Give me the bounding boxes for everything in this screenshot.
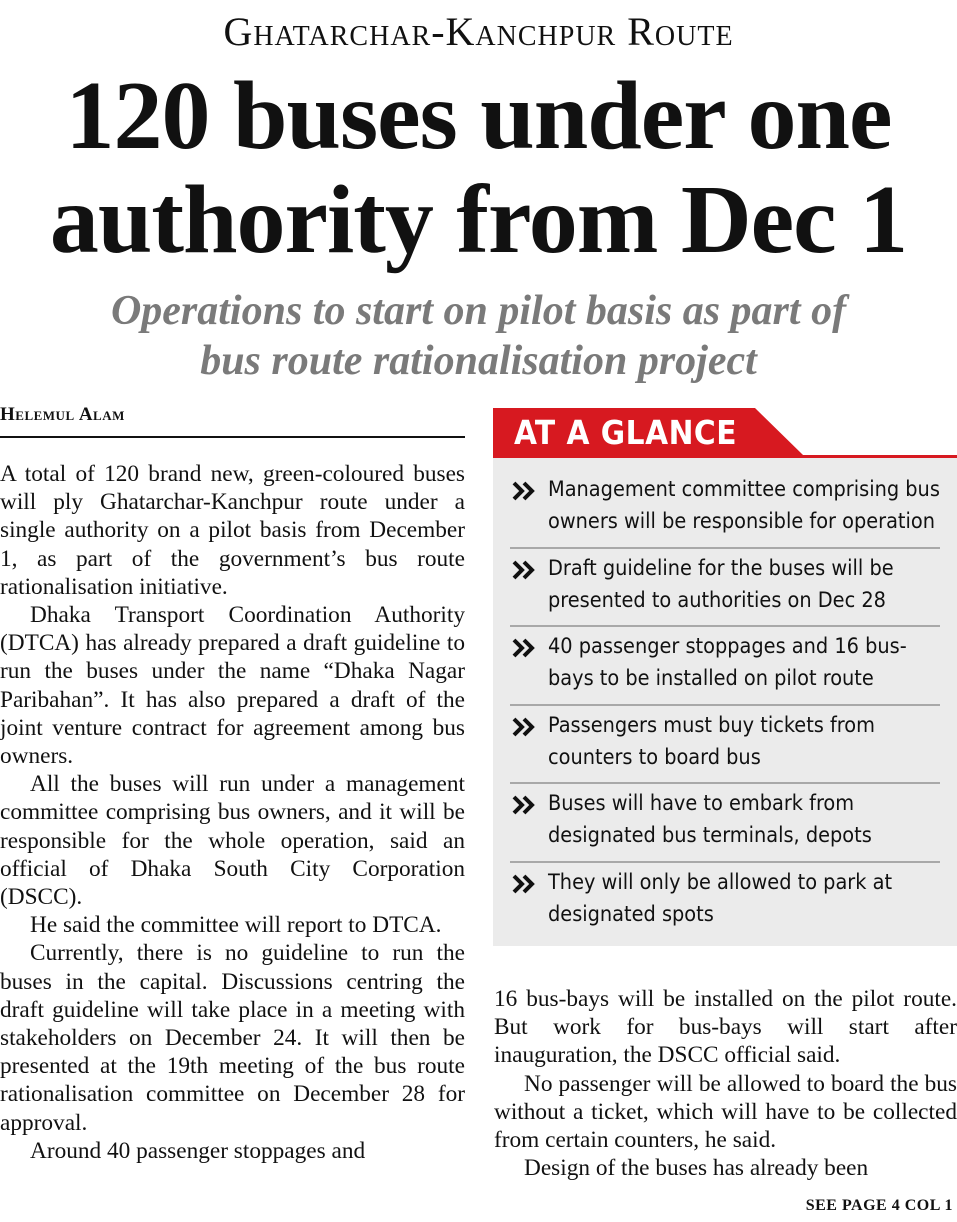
continuation-reference: SEE PAGE 4 COL 1	[805, 1197, 953, 1214]
body-paragraph: No passenger will be allowed to board the bus without a ticket, which will have to be collected from certain counters, he said.	[494, 1070, 957, 1154]
headline-line-2: authority from Dec 1	[49, 166, 908, 274]
glance-item	[510, 627, 940, 706]
byline-rule	[0, 436, 465, 438]
body-column-left	[0, 460, 465, 1165]
glance-item-text: Management committee comprising bus owners will be responsible for operation	[548, 477, 940, 534]
body-paragraph: Dhaka Transport Coordination Authority (DTCA) has already prepared a draft guideline to run the buses under the name “Dhaka Nagar Paribahan”. It has also prepared a draft of the joint venture contract for agreement among bus owners.	[0, 602, 465, 770]
glance-item	[510, 549, 940, 628]
double-chevron-right-icon	[512, 638, 538, 658]
body-paragraph: 16 bus-bays will be installed on the pilot route. But work for bus-bays will start after inauguration, the DSCC official said.	[494, 986, 957, 1069]
headline-line-1: 120 buses under one	[65, 62, 892, 170]
double-chevron-right-icon	[512, 795, 538, 815]
body-paragraph: Design of the buses has already been	[524, 1155, 869, 1182]
at-a-glance-list	[510, 470, 940, 942]
body-paragraph: A total of 120 brand new, green-coloured buses will ply Ghatarchar-Kanchpur route under a single authority on a pilot basis from December 1, as part of the government’s bus route rationalisation initiative.	[0, 461, 465, 600]
body-paragraph: All the buses will run under a management committee comprising bus owners, and it will be responsible for the whole operation, said an official of Dhaka South City Corporation (DSCC).	[0, 771, 465, 911]
kicker: Ghatarchar-Kanchpur Route	[223, 9, 734, 54]
glance-item-text: Passengers must buy tickets from counters to board bus	[548, 712, 875, 770]
glance-item	[510, 863, 940, 942]
glance-item-text: Buses will have to embark from designated bus terminals, depots	[548, 791, 872, 849]
glance-item-text: Draft guideline for the buses will be presented to authorities on Dec 28	[548, 555, 894, 613]
deck	[40, 286, 917, 386]
glance-item-text: 40 passenger stoppages and 16 bus-bays to be installed on pilot route	[548, 634, 907, 692]
body-paragraph: He said the committee will report to DTCA.	[30, 912, 442, 939]
glance-item	[510, 784, 940, 863]
glance-item	[510, 706, 940, 785]
glance-item	[510, 470, 940, 549]
headline	[0, 64, 957, 272]
at-a-glance-rule	[493, 455, 957, 458]
glance-item-text: They will only be allowed to park at designated spots	[548, 869, 893, 927]
body-paragraph: Currently, there is no guideline to run the buses in the capital. Discussions centring the draft guideline will take place in a meeting with stakeholders on December 24. It will then be presented at the 19th meeting of the bus route rationalisation committee on December 28 for approval.	[0, 940, 465, 1136]
deck-line-2: bus route rationalisation project	[200, 338, 757, 384]
at-a-glance-title: AT A GLANCE	[514, 413, 737, 452]
double-chevron-right-icon	[512, 481, 538, 501]
deck-line-1: Operations to start on pilot basis as part of	[110, 288, 847, 334]
byline: Helemul Alam	[0, 404, 125, 425]
body-column-right	[494, 985, 957, 1182]
double-chevron-right-icon	[512, 717, 538, 737]
double-chevron-right-icon	[512, 560, 538, 580]
body-paragraph: Around 40 passenger stoppages and	[30, 1137, 366, 1164]
double-chevron-right-icon	[512, 874, 538, 894]
